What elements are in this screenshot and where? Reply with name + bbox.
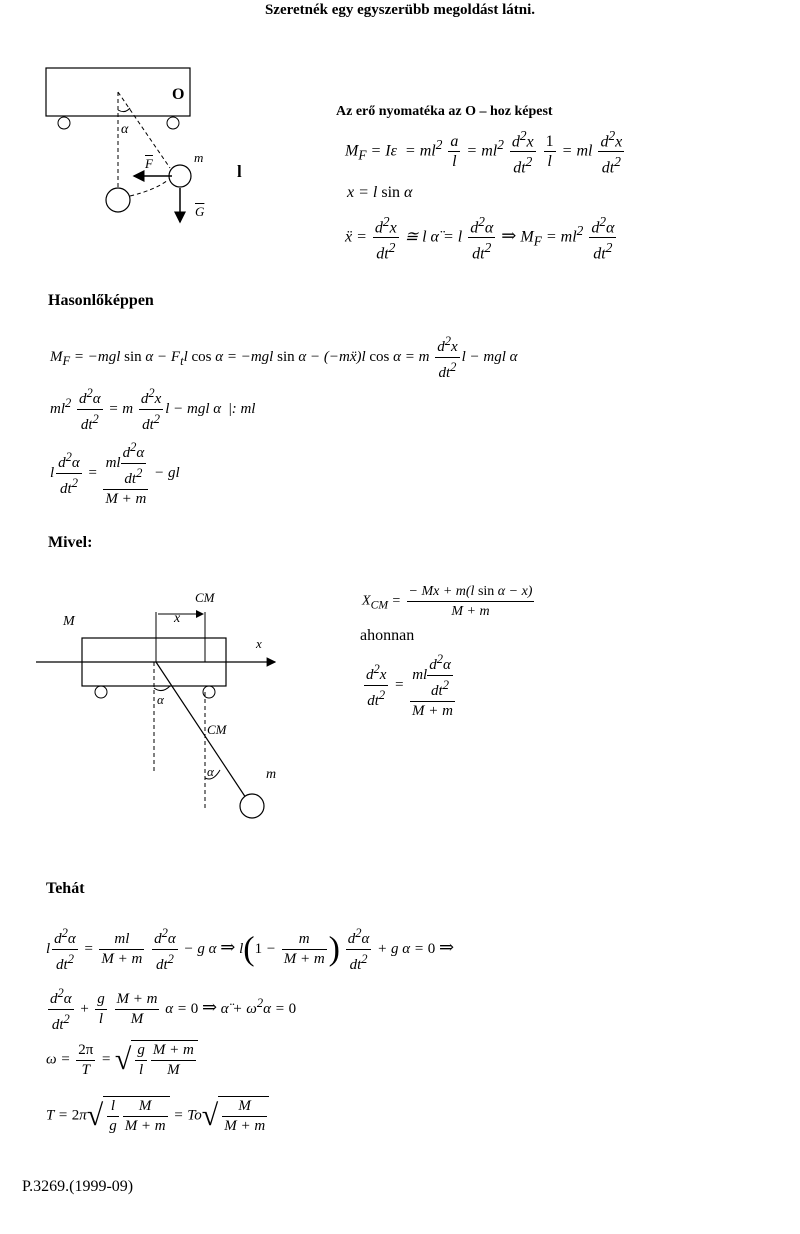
cart2-wheel-left: [95, 686, 107, 698]
eq-final-2: $\frac{d^2\alpha}{dt^2}$ + $\frac{g}{l}$ $\frac{M + m}{M}$ α = 0 ⇒ α̈ + $\omega^2\alpha = 0$: [50, 986, 297, 1033]
eq-sim-2: $ml^2$ $\frac{d^2\alpha}{dt^2}$ = m $\frac{d^2x}{dt^2}$ l − mgl α |: ml: [50, 386, 256, 433]
rod: [156, 662, 246, 798]
label-m2: m: [266, 767, 277, 782]
angle-arc: [118, 108, 130, 112]
label-x: x: [174, 611, 181, 626]
label-alpha1: α: [157, 692, 164, 707]
label-O: O: [172, 86, 185, 103]
bob2: [240, 794, 264, 818]
label-axis-x: x: [256, 636, 262, 651]
eq-torque-1: $M_F = I\varepsilon = ml^2$ $\frac{a}{l}$ = $ml^2$ $\frac{d^2x}{dt^2}$ $\frac{1}{l}$ = ml $\frac{d^2x}{dt^2}$: [345, 128, 623, 177]
eq-period: T = 2π√ $\frac{l}{g}$ $\frac{M}{M + m}$ = To√ $\frac{M}{M + m}$: [46, 1096, 269, 1136]
eq-omega: ω = $\frac{2\pi}{T}$ = √ $\frac{g}{l}$ $\frac{M + m}{M}$: [46, 1040, 198, 1080]
label-l: l: [237, 162, 242, 181]
eq-final-1: l $\frac{d^2\alpha}{dt^2}$ = $\frac{ml}{M + m}$ $\frac{d^2\alpha}{dt^2}$ − g α ⇒ l(1 − $\frac{m}{M + m}$ ) $\frac{d^2\alpha}{dt^2}$ + g α = 0 ⇒: [46, 926, 455, 973]
label-CM-top: CM: [195, 590, 215, 605]
label-G: $\overline{G}$: [195, 204, 205, 219]
cm-diagram: [36, 612, 275, 818]
section-therefore: Tehát: [46, 880, 85, 897]
bob-rest: [106, 188, 130, 212]
label-m: m: [194, 150, 204, 165]
eq-torque-2: ẍ = $\frac{d^2x}{dt^2}$ ≅ l α̈ = l $\frac{d^2\alpha}{dt^2}$ ⇒ $M_F = ml^2$ $\frac{d^2\alpha}{dt^2}$: [345, 214, 615, 263]
eq-sim-1: $M_F = -mgl$ $\sin \alpha - F_tl$ cos α = −mgl sin α − (−mẍ)l cos α = m $\frac{d^2x}{dt^2}$ l − mgl α: [50, 334, 518, 381]
pendulum-cart-diagram: [46, 68, 191, 222]
eq-xcm: $X_{CM}$ = $\frac{\text{− Mx + m(l sin α − x)}}{M + m}$: [362, 584, 533, 619]
arc-dashed: [130, 180, 168, 196]
eq-d2x: $\frac{d^2x}{dt^2}$ = ml $\frac{d^2\alpha}{dt^2}$ M + m: [366, 652, 453, 719]
section-since: Mivel:: [48, 534, 93, 551]
torque-heading: Az erő nyomatéka az O – hoz képest: [336, 104, 553, 119]
label-alpha: α: [121, 122, 129, 137]
footer-reference: P.3269.(1999-09): [22, 1178, 134, 1195]
label-M: M: [63, 614, 75, 629]
label-CM: CM: [207, 722, 227, 737]
eq-sim-3: l $\frac{d^2\alpha}{dt^2}$ = ml $\frac{d^2\alpha}{dt^2}$ M + m − gl: [50, 440, 180, 507]
cart-wheel-right: [167, 117, 179, 129]
label-alpha2: α: [207, 764, 214, 779]
bob-displaced: [169, 165, 191, 187]
page-title: Szeretnék egy egyszerübb megoldást látni.: [264, 2, 536, 18]
eq-x-def: x = l sin α: [347, 184, 413, 201]
cart-wheel-left: [58, 117, 70, 129]
label-F: $\overline{F}$: [145, 156, 153, 171]
section-similarly: Hasonlőképpen: [48, 292, 154, 309]
ahonnan-text: ahonnan: [360, 627, 415, 644]
